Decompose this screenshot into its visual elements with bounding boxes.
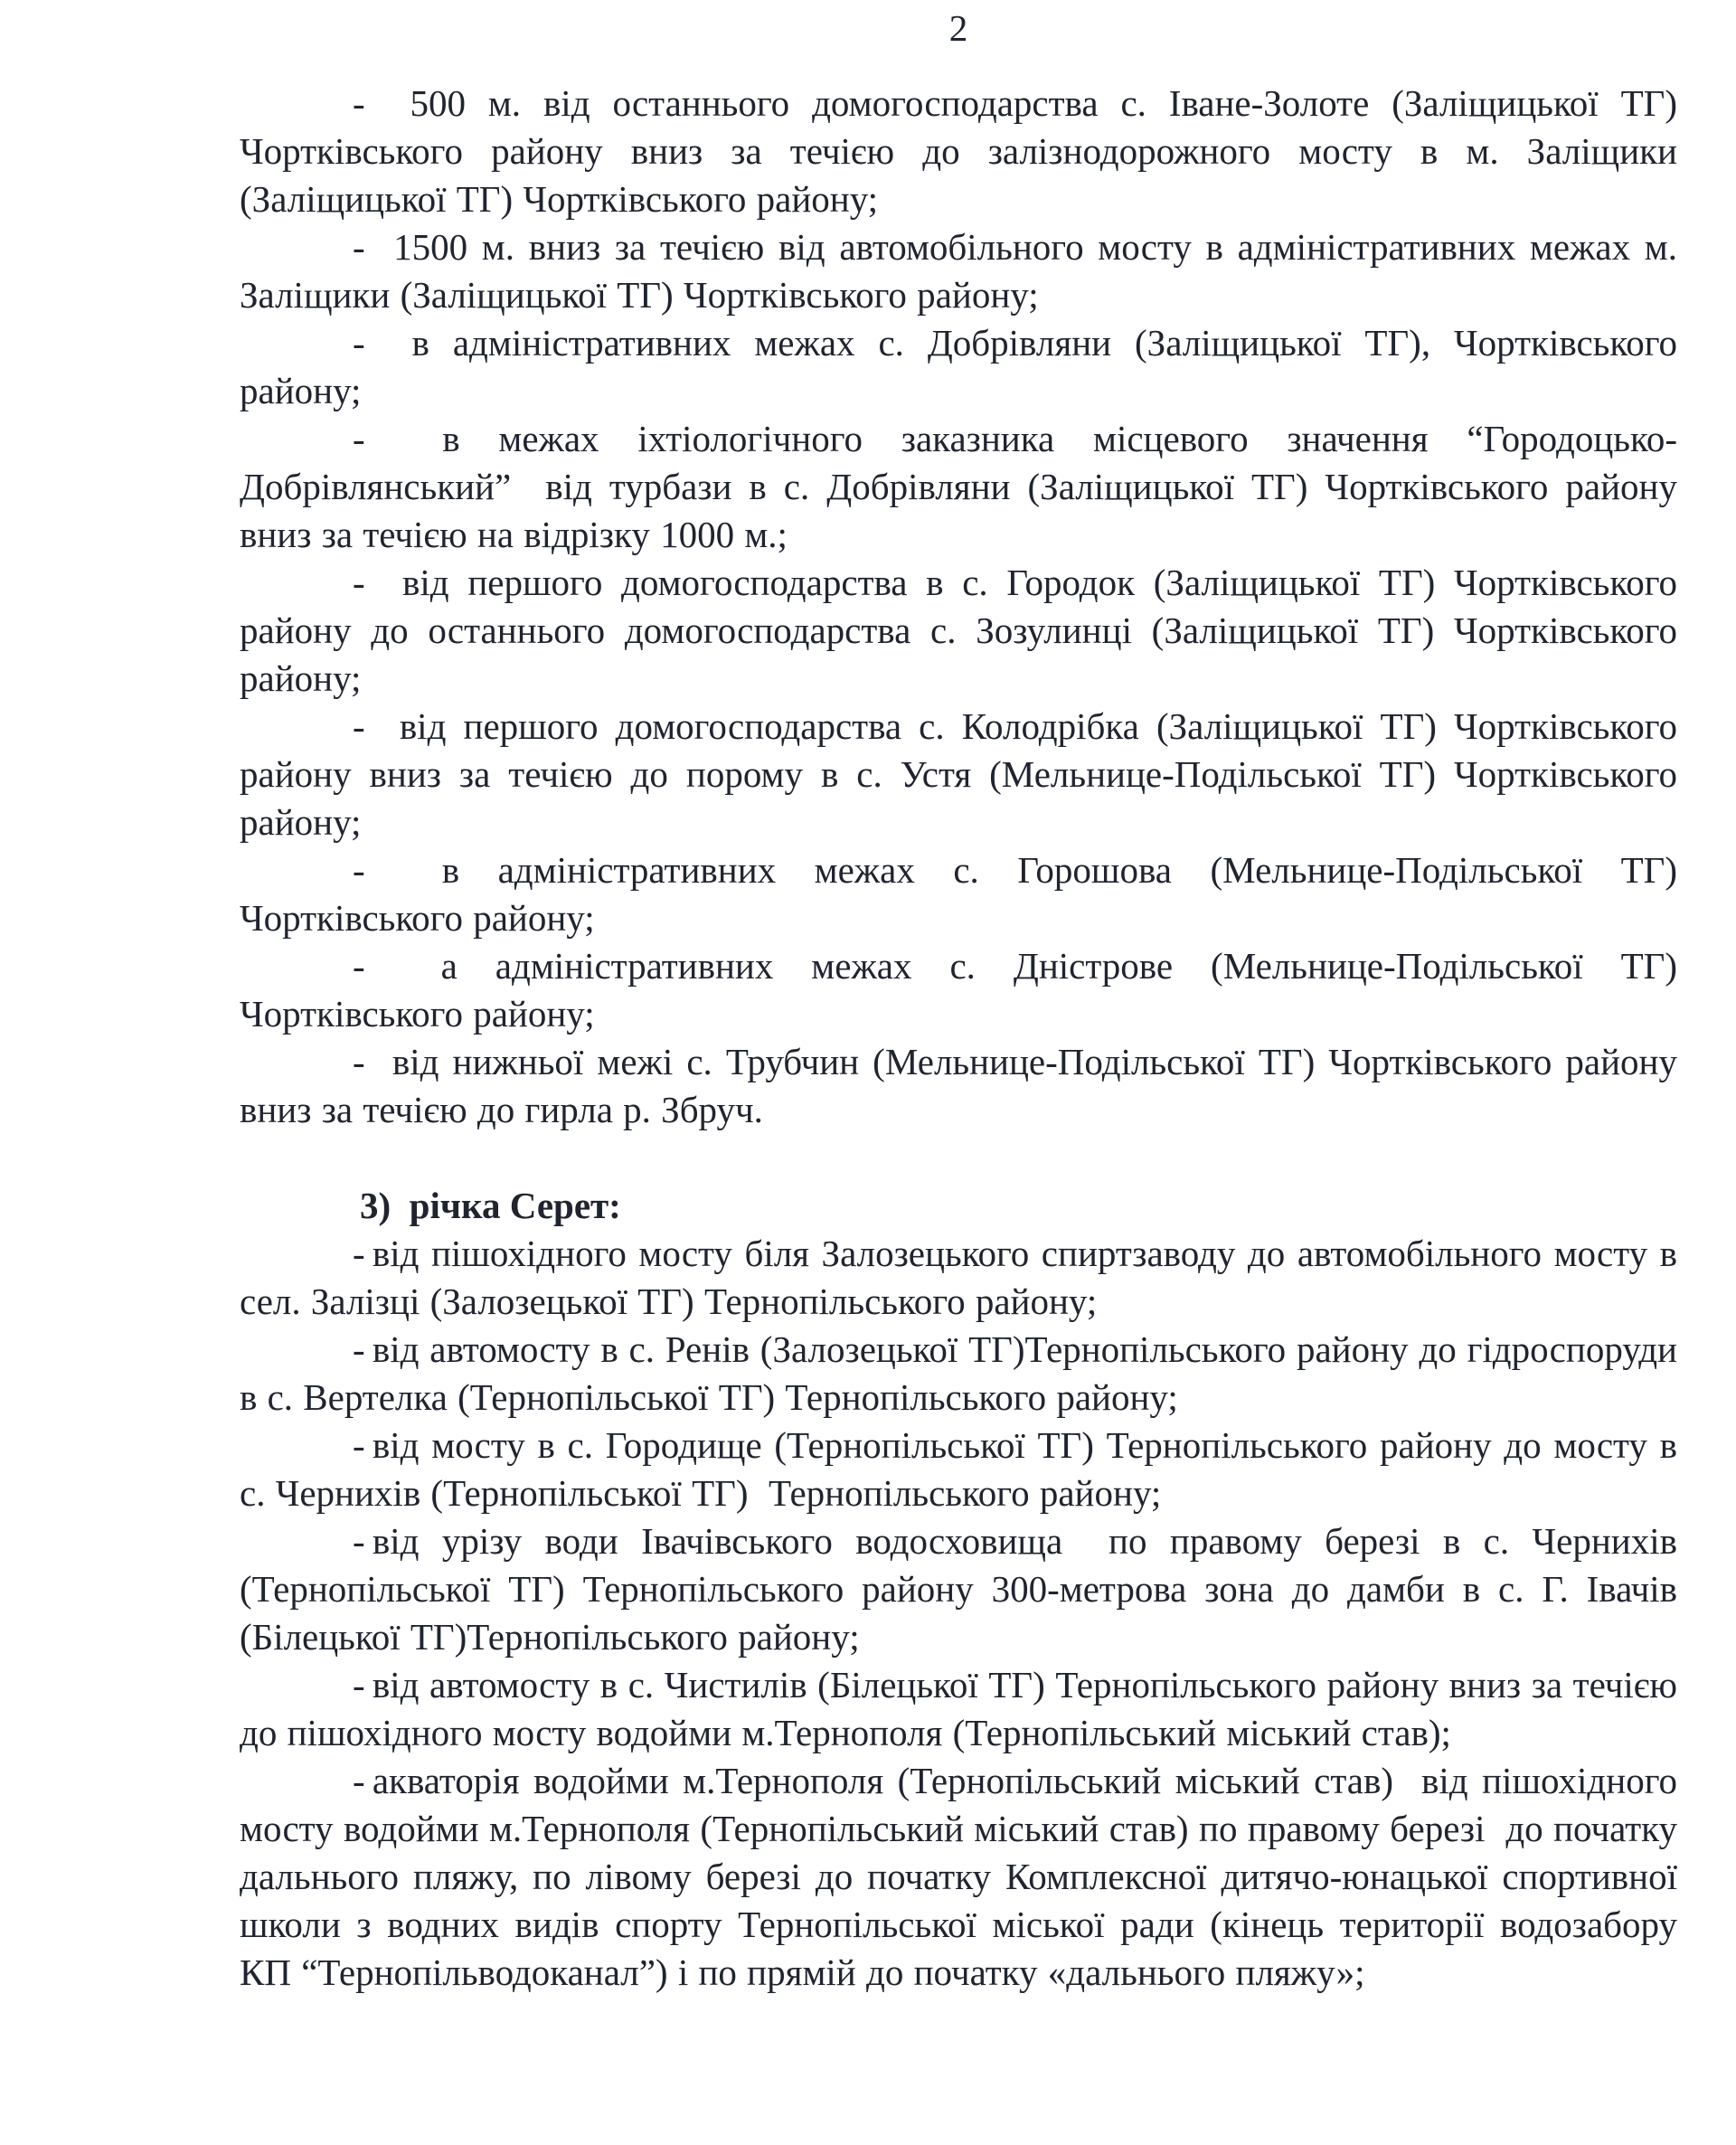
list-item-dnister-8: - а адміністративних межах с. Дністрове (Мельнице-Подільської ТГ) Чортківського району;: [240, 945, 1688, 1035]
list-item-dnister-6: - від першого домогосподарства с. Колодрібка (Заліщицької ТГ) Чортківського району вниз за течією до порому в с. Устя (Мельнице-Подільської ТГ) Чортківського району;: [240, 705, 1688, 843]
list-item-seret-6: - акваторія водойми м.Тернополя (Тернопільський міський став) від пішохідного мосту водойми м.Тернополя (Тернопільський міський став) по правому березі до початку дальнього пляжу, по лівому березі до початку Комплексної дитячо-юнацької спортивної школи з водних видів спорту Тернопільської міської ради (кінець території водозабору КП “Тернопільводоканал”) і по прямій до початку «дальнього пляжу»;: [240, 1760, 1688, 1993]
list-item-dnister-9: - від нижньої межі с. Трубчин (Мельнице-Подільської ТГ) Чортківського району вниз за течією до гирла р. Збруч.: [240, 1041, 1688, 1130]
list-item-seret-2: - від автомосту в с. Ренів (Залозецької ТГ)Тернопільського району до гідроспоруди в с. Вертелка (Тернопільської ТГ) Тернопільського району;: [240, 1328, 1688, 1418]
list-item-seret-4: - від урізу води Івачівського водосховища по правому березі в с. Чернихів (Тернопільської ТГ) Тернопільського району 300-метрова зона до дамби в с. Г. Івачів (Білецької ТГ)Тернопільського району;: [240, 1520, 1688, 1658]
list-item-dnister-5: - від першого домогосподарства в с. Городок (Заліщицької ТГ) Чортківського району до останнього домогосподарства с. Зозулинці (Заліщицької ТГ) Чортківського району;: [240, 562, 1688, 699]
list-item-dnister-4: - в межах іхтіологічного заказника місцевого значення “Городоцько-Добрівлянський” від турбази в с. Добрівляни (Заліщицької ТГ) Чортківського району вниз за течією на відрізку 1000 м.;: [240, 418, 1688, 555]
list-item-dnister-2: - 1500 м. вниз за течією від автомобільного мосту в адміністративних межах м. Заліщики (Заліщицької ТГ) Чортківського району;: [240, 226, 1688, 316]
list-item-dnister-1: - 500 м. від останнього домогосподарства с. Іване-Золоте (Заліщицької ТГ) Чортківського району вниз за течією до залізнодорожного мосту в м. Заліщики (Заліщицької ТГ) Чортківського району;: [240, 82, 1688, 220]
list-item-seret-3: - від мосту в с. Городище (Тернопільської ТГ) Тернопільського району до мосту в с. Чернихів (Тернопільської ТГ) Тернопільського району;: [240, 1424, 1688, 1514]
document-body: [240, 80, 1688, 1997]
list-item-dnister-7: - в адміністративних межах с. Горошова (Мельнице-Подільської ТГ) Чортківського району;: [240, 849, 1688, 939]
list-item-seret-1: - від пішохідного мосту біля Залозецького спиртзаводу до автомобільного мосту в сел. Залізці (Залозецької ТГ) Тернопільського району;: [240, 1233, 1688, 1322]
page-number: 2: [948, 7, 968, 49]
list-item-dnister-3: - в адміністративних межах с. Добрівляни (Заліщицької ТГ), Чортківського району;: [240, 322, 1688, 411]
section-heading-richka-seret: 3) річка Серет:: [360, 1185, 621, 1226]
list-item-seret-5: - від автомосту в с. Чистилів (Білецької ТГ) Тернопільського району вниз за течією до пішохідного мосту водойми м.Тернополя (Тернопільський міський став);: [240, 1664, 1688, 1753]
